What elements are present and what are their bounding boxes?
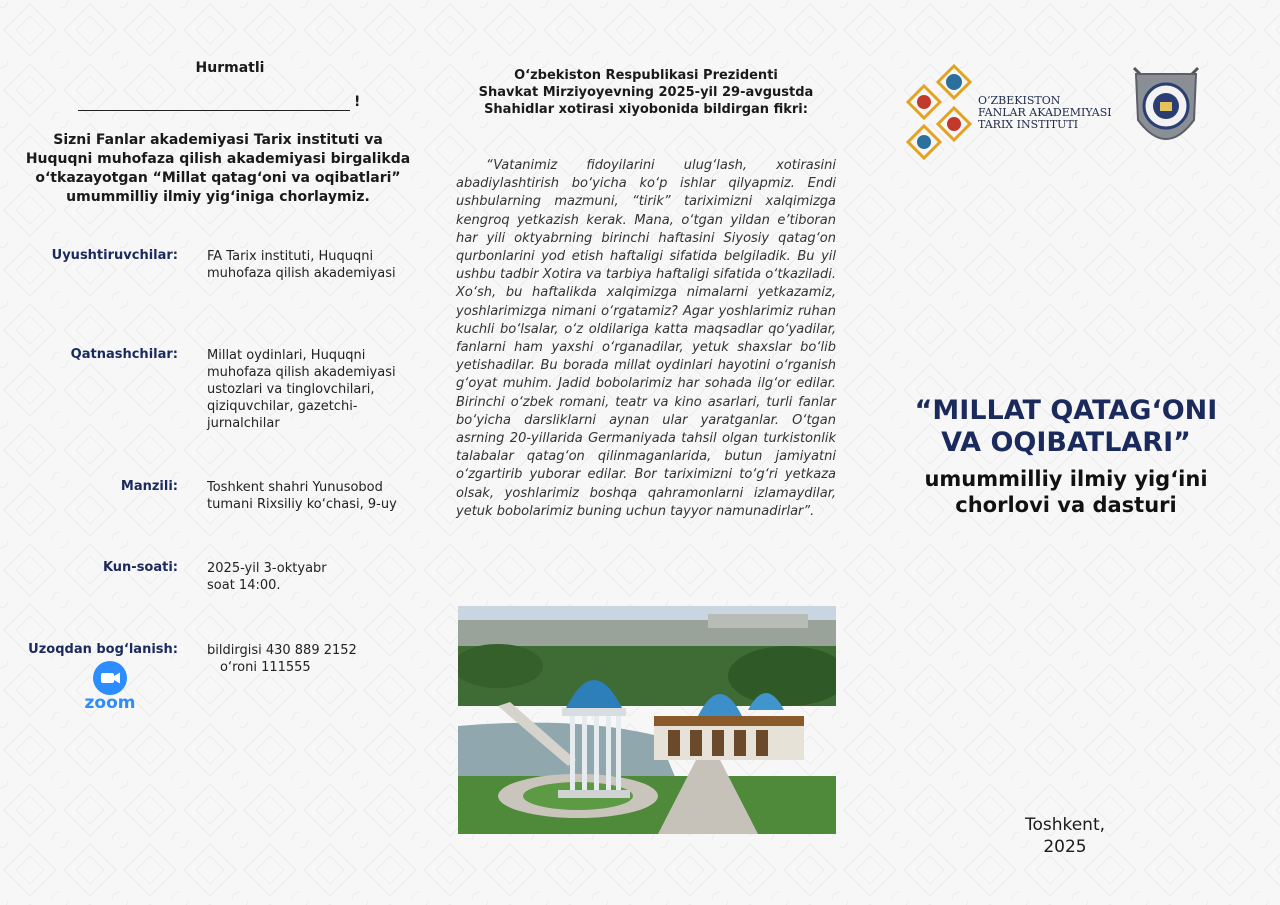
event-subtitle-line1: umummilliy ilmiy yig‘ini: [924, 467, 1208, 491]
law-academy-shield-icon: [1128, 62, 1204, 164]
address-label: Manzili:: [120, 479, 178, 494]
city-name: Toshkent,: [1024, 815, 1106, 835]
president-heading: [470, 67, 822, 118]
participants-label: Qatnashchilar:: [70, 347, 178, 362]
event-title-line2: VA OQIBATLARI”: [941, 427, 1191, 458]
meeting-id: bildirgisi 430 889 2152: [207, 643, 357, 658]
participants-value: Millat oydinlari, Huquqni muhofaza qilish akademiyasi ustozlari va tinglovchilari, qiziquvchilar, gazetchi-jurnalchilar: [207, 348, 396, 431]
institute-name-line2: FANLAR AKADEMIYASI: [978, 106, 1112, 119]
zoom-camera-icon: [93, 661, 127, 695]
president-heading-line2: Shavkat Mirziyoyevning 2025-yil 29-avgustda: [478, 85, 814, 100]
remote-value: [207, 642, 412, 676]
history-institute-logo-icon: [904, 64, 974, 160]
president-heading-line3: Shahidlar xotirasi xiyobonida bildirgan fikri:: [484, 102, 808, 117]
recipient-line: [78, 94, 368, 112]
event-title-line1: “MILLAT QATAG‘ONI: [914, 395, 1218, 426]
address-value: Toshkent shahri Yunusobod tumani Rixsiliy ko‘chasi, 9-uy: [207, 480, 397, 512]
quote-text: “Vatanimiz fidoyilarini ulug‘lash, xotirasini abadiylashtirish bo‘yicha ko‘p ishlar qilyapmiz. Endi ushbularning mazmuni, “tirik” tariximizni xalqimizga kengroq yetkazish kerak. Mana, o‘tgan yildan e’tiboran har yili oktyabrning birinchi haftasini Siyosiy qatag‘on qurbonlarini yod etish haftaligi sifatida belgiladik. Bu yil ushbu tadbir Xotira va tarbiya haftaligi sifatida o‘tkaziladi. Xo‘sh, bu haftalikda xalqimizga nimalarni yetkazamiz, yoshlarimizga nimani o‘rgatamiz? Agar yoshlarimiz ruhan kuchli bo‘lsalar, o‘z oldilariga katta maqsadlar qo‘yadilar, fanlarni ham yaxshi o‘rganadilar, yetuk shaxslar bo‘lib yetishadilar. Bu borada millat oydinlari hayotini o‘rganish g‘oyat muhim. Jadid bobolarimiz har sohada ilg‘or edilar. Birinchi o‘zbek romani, teatr va kino asarlari, turli fanlar bo‘yicha darsliklarni aynan ular yaratganlar. O‘tgan asrning 20-yillarida Germaniyada tahsil olgan turkistonlik talabalar qatag‘on qilinmaganlarida, butun jamiyatni o‘zgartirib yuborar edilar. Bor tariximizni to‘g‘ri yetkaza olsak, yoshlarimiz boshqa qahramonlarni izlamaydilar, yetuk bobolarimiz buning uchun tayyor namunadirlar”.: [456, 158, 836, 519]
president-heading-line1: O‘zbekiston Respublikasi Prezidenti: [514, 68, 778, 83]
event-title: [878, 395, 1254, 459]
location-footer: [1000, 814, 1130, 858]
zoom-logo: zoom: [84, 693, 136, 713]
organizers-value: FA Tarix instituti, Huquqni muhofaza qilish akademiyasi: [207, 249, 396, 281]
meeting-passcode: o‘roni 111555: [220, 660, 311, 675]
date-line: 2025-yil 3-oktyabr: [207, 561, 327, 576]
invitation-text: Sizni Fanlar akademiyasi Tarix instituti va Huquqni muhofaza qilish akademiyasi birgalikda o‘tkazayotgan “Millat qatag‘oni va oqibatlari” umummilliy ilmiy yig‘iniga chorlaymiz.: [25, 132, 411, 205]
salutation: Hurmatli: [195, 60, 265, 76]
institute-name: [978, 95, 1128, 131]
exclamation-mark: !: [354, 94, 361, 110]
datetime-value: [207, 560, 412, 594]
president-quote: [456, 157, 836, 521]
organizers-label: Uyushtiruvchilar:: [51, 248, 178, 263]
event-subtitle: [878, 466, 1254, 518]
time-line: soat 14:00.: [207, 578, 281, 593]
remote-label: Uzoqdan bog‘lanish:: [28, 642, 178, 657]
institute-name-line1: O‘ZBEKISTON: [978, 94, 1061, 107]
year: 2025: [1043, 837, 1087, 857]
memorial-photo: [458, 606, 836, 834]
event-subtitle-line2: chorlovi va dasturi: [955, 493, 1177, 517]
institute-name-line3: TARIX INSTITUTI: [978, 118, 1079, 131]
datetime-label: Kun-soati:: [102, 560, 178, 575]
